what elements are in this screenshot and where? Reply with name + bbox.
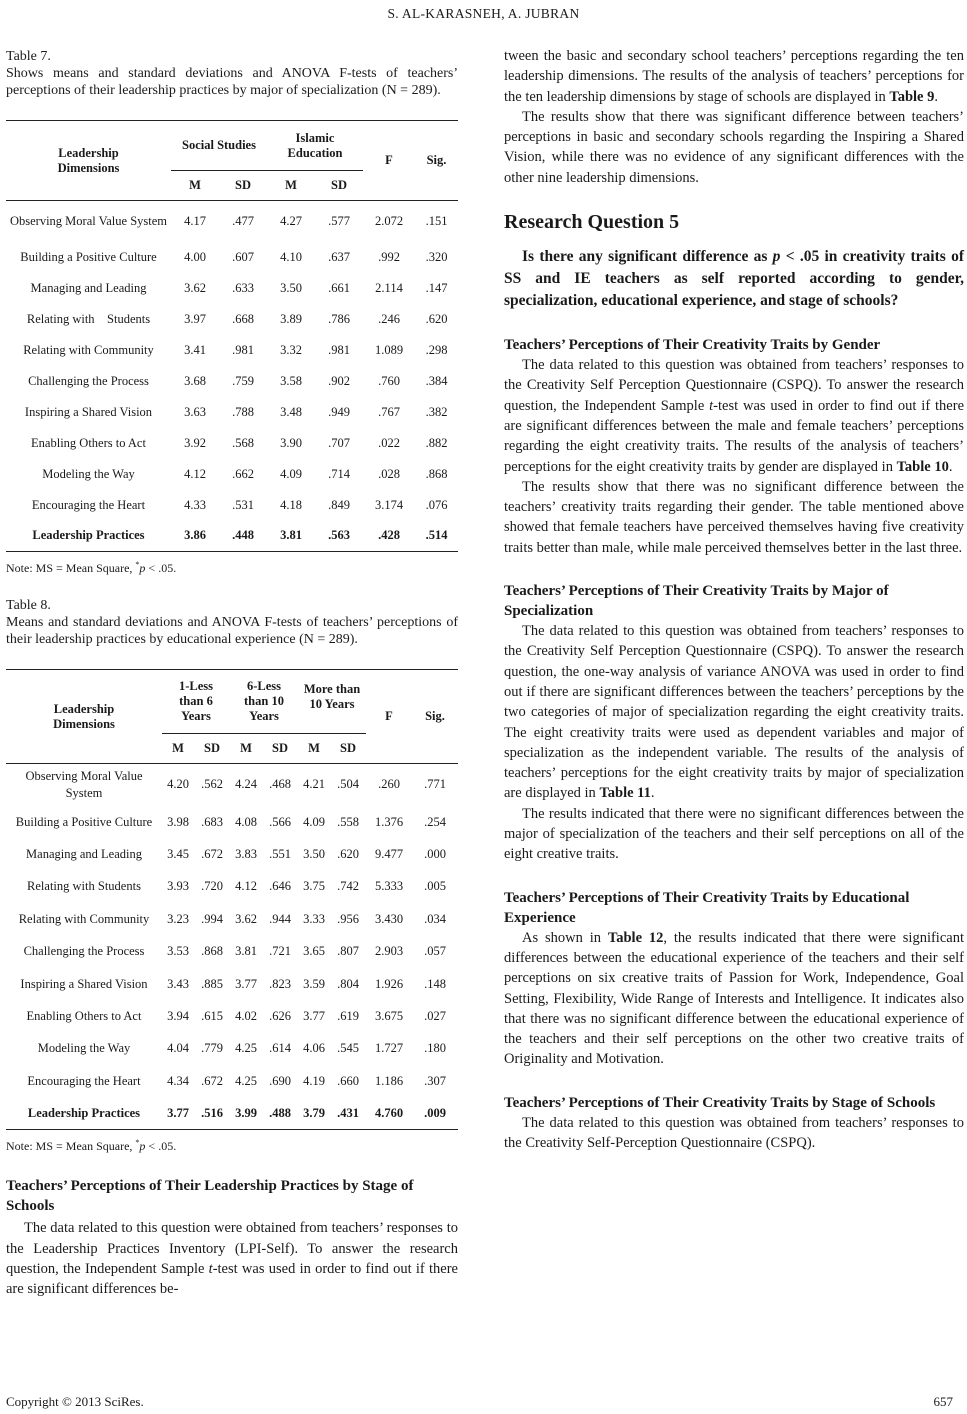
table-ref: Table 9 [889, 88, 935, 105]
value-cell: .307 [424, 1073, 446, 1088]
table8-head-sd: SD [262, 734, 298, 764]
value-cell: .468 [269, 777, 291, 792]
table8-head-group1: 1-Less than 6 Years [178, 679, 214, 723]
value-cell: 1.376 [374, 814, 404, 829]
value-cell: .254 [424, 814, 446, 829]
value-cell: .633 [232, 280, 254, 295]
value-cell: .545 [337, 1041, 359, 1056]
value-cell: .568 [232, 435, 254, 450]
value-cell: .662 [232, 466, 254, 481]
value-cell: 3.79 [303, 1105, 325, 1120]
value-cell: 4.10 [280, 249, 302, 264]
table8-head-m: M [162, 734, 194, 764]
table8-head-dimensions: Leadership Dimensions [6, 670, 162, 764]
value-cell: .614 [269, 1041, 291, 1056]
value-cell: .779 [201, 1041, 223, 1056]
value-cell: 4.25 [235, 1073, 257, 1088]
value-cell: 3.58 [280, 373, 302, 388]
value-cell: .759 [232, 373, 254, 388]
dimension-cell: Encouraging the Heart [27, 1073, 141, 1088]
paragraph [504, 621, 964, 804]
value-cell: .742 [337, 879, 359, 894]
value-cell: 3.68 [184, 373, 206, 388]
value-cell: .788 [232, 404, 254, 419]
table-row [6, 304, 458, 335]
text: -test was used in order to find out if there are significant differences be- [6, 1260, 458, 1298]
value-cell: 3.93 [167, 879, 189, 894]
footer-copyright: Copyright © 2013 SciRes. [6, 1394, 144, 1409]
running-header: S. AL-KARASNEH, A. JUBRAN [387, 6, 580, 21]
research-question-heading: Research Question 5 [504, 211, 680, 234]
dimension-cell: Relating with Students [27, 879, 141, 894]
table-row [6, 397, 458, 428]
note-text: Note: MS = Mean Square, [6, 1139, 136, 1154]
note-p: p [139, 1139, 146, 1154]
value-cell: 3.83 [235, 846, 257, 861]
text: Is there any significant difference as [522, 248, 773, 266]
dimension-cell: Building a Positive Culture [20, 249, 157, 264]
dimension-cell: Enabling Others to Act [31, 435, 146, 450]
value-cell: .246 [378, 311, 400, 326]
paragraph [504, 46, 964, 107]
value-cell: 4.18 [280, 497, 302, 512]
section-heading-gender: Teachers’ Perceptions of Their Creativity Traits by Gender [504, 337, 881, 354]
paragraph: The data related to this question was obtained from teachers’ responses to the Creativity Self-Perception Questionnaire (CSPQ). [504, 1114, 964, 1151]
value-cell: .151 [425, 213, 448, 228]
text: The data related to this question was obtained from teachers’ responses to the Creativity Self Perception Questionnaire (CSPQ). To answer the research question, the Independent Sample [504, 357, 964, 414]
value-cell: .949 [328, 404, 350, 419]
dimension-cell: Observing Moral Value System [9, 213, 168, 228]
note-star: * [135, 1138, 140, 1148]
table-row [6, 935, 458, 967]
table-row [6, 871, 458, 903]
text: . [948, 458, 953, 475]
table-total-row [6, 521, 458, 552]
text: As shown in [522, 929, 608, 946]
value-cell: .902 [328, 373, 350, 388]
value-cell: 3.62 [235, 911, 257, 926]
value-cell: .619 [337, 1008, 359, 1023]
dimension-cell: Modeling the Way [42, 466, 135, 481]
text: < .05 in creativity traits of SS and IE teachers as self reported according to gender, specialization, educational experience, and stage of schools? [504, 248, 964, 310]
value-cell: .885 [201, 976, 223, 991]
value-cell: 3.41 [184, 342, 206, 357]
value-cell: 1.186 [374, 1073, 404, 1088]
value-cell: 4.12 [235, 879, 257, 894]
table-total-row [6, 1097, 458, 1129]
value-cell: .566 [269, 814, 291, 829]
value-cell: .488 [269, 1105, 291, 1120]
dimension-cell: Inspiring a Shared Vision [24, 404, 153, 419]
value-cell: .298 [425, 342, 448, 357]
value-cell: .620 [337, 846, 359, 861]
value-cell: 3.50 [303, 846, 325, 861]
table-row [6, 806, 458, 838]
text-italic: t [709, 397, 714, 414]
value-cell: 3.86 [184, 528, 206, 543]
value-cell: .720 [201, 879, 223, 894]
value-cell: .607 [232, 249, 254, 264]
value-cell: 3.62 [184, 280, 206, 295]
value-cell: .660 [337, 1073, 359, 1088]
value-cell: .981 [232, 342, 254, 357]
value-cell: 4.12 [184, 466, 206, 481]
value-cell: 3.77 [167, 1105, 189, 1120]
value-cell: .760 [378, 373, 400, 388]
value-cell: .477 [232, 213, 254, 228]
value-cell: .707 [328, 435, 350, 450]
value-cell: .514 [425, 528, 448, 543]
value-cell: .384 [425, 373, 448, 388]
note-p: p [139, 561, 146, 575]
right-column [504, 46, 964, 1153]
value-cell: .076 [425, 497, 448, 512]
section-heading-stage-creativity: Teachers’ Perceptions of Their Creativity Traits by Stage of Schools [504, 1094, 936, 1111]
note-text: < .05. [145, 561, 177, 575]
value-cell: 3.92 [184, 435, 206, 450]
value-cell: 4.09 [280, 466, 302, 481]
section-heading-experience: Teachers’ Perceptions of Their Creativity Traits by Educational Experience [504, 889, 910, 926]
value-cell: .672 [201, 1073, 223, 1088]
value-cell: .992 [378, 249, 400, 264]
value-cell: .516 [201, 1105, 223, 1120]
text: The data related to this question were obtained from teachers’ responses to the Leadership Practices Inventory (LPI-Self). To answer the research question, the Independent Sample [6, 1220, 458, 1277]
value-cell: 3.23 [167, 911, 189, 926]
value-cell: .558 [337, 814, 359, 829]
table7-note [6, 560, 458, 576]
table-row [6, 1000, 458, 1032]
table-row [6, 838, 458, 870]
value-cell: 4.21 [303, 777, 325, 792]
text: . [934, 88, 938, 105]
value-cell: .431 [337, 1105, 359, 1120]
value-cell: 4.19 [303, 1073, 325, 1088]
table-row [6, 903, 458, 935]
table8-head-sd: SD [330, 734, 366, 764]
value-cell: 3.48 [280, 404, 302, 419]
table7-head-sd: SD [219, 171, 267, 201]
value-cell: 2.903 [374, 944, 404, 959]
table8-head-group2: 6-Less than 10 Years [244, 679, 284, 723]
value-cell: .000 [424, 846, 446, 861]
value-cell: .057 [424, 944, 446, 959]
value-cell: .786 [328, 311, 350, 326]
table8-note [6, 1138, 458, 1154]
text-italic: t [208, 1260, 213, 1277]
note-text: < .05. [145, 1139, 177, 1154]
value-cell: .767 [378, 404, 400, 419]
table7-caption [6, 48, 458, 99]
table-ref: Table 11 [599, 785, 651, 802]
table-row [6, 1065, 458, 1097]
note-text: Note: MS = Mean Square, [6, 561, 136, 575]
dimension-cell: Relating with Community [23, 342, 154, 357]
table-ref: Table 10 [896, 458, 949, 475]
value-cell: .771 [424, 777, 446, 792]
table7-head-group2: Islamic Education [287, 130, 343, 160]
section-heading-major: Teachers’ Perceptions of Their Creativity Traits by Major of Specialization [504, 583, 889, 620]
table7-head-group1: Social Studies [182, 138, 256, 152]
value-cell: 3.94 [167, 1008, 189, 1023]
dimension-cell: Observing Moral Value System [25, 768, 146, 800]
text: , the results indicated that there were significant differences between the educational experience of the teachers and their self perceptions on six creative traits of Passion for Work, Independence, Goal Setting, Flexibility, Wide Range of Interests and Intelligence. It indicates also that there was no significant difference between the educational experience of the teachers and their self perceptions on the other two creative traits of Originality and Motivation. [504, 929, 964, 1068]
value-cell: .668 [232, 311, 254, 326]
value-cell: .027 [424, 1008, 446, 1023]
value-cell: .382 [425, 404, 448, 419]
value-cell: .672 [201, 846, 223, 861]
value-cell: .320 [425, 249, 448, 264]
value-cell: 4.27 [280, 213, 302, 228]
value-cell: 1.926 [374, 976, 404, 991]
value-cell: 3.430 [374, 911, 404, 926]
value-cell: 4.00 [184, 249, 206, 264]
value-cell: .448 [232, 528, 254, 543]
value-cell: .428 [378, 528, 400, 543]
value-cell: 4.04 [167, 1041, 189, 1056]
value-cell: 4.06 [303, 1041, 325, 1056]
research-question-text [504, 246, 964, 312]
table7 [6, 120, 458, 552]
left-column [6, 48, 458, 1299]
value-cell: 3.81 [280, 528, 302, 543]
value-cell: .661 [328, 280, 350, 295]
value-cell: 3.75 [303, 879, 325, 894]
paragraph: The results indicated that there were no significant differences between the major of specialization of the teachers and their self perceptions on all of the eight creative traits. [504, 805, 964, 863]
table-row [6, 1033, 458, 1065]
value-cell: .804 [337, 976, 359, 991]
value-cell: .849 [328, 497, 350, 512]
table7-head-f: F [363, 121, 415, 201]
dimension-cell: Challenging the Process [23, 944, 145, 959]
value-cell: 4.33 [184, 497, 206, 512]
value-cell: .620 [425, 311, 448, 326]
table8-head-sig: Sig. [412, 670, 458, 764]
paragraph: The results show that there was significant difference between teachers’ perceptions in basic and secondary schools regarding the Inspiring a Shared Vision, while there was no evidence of any significant differences with the other nine leadership dimensions. [504, 108, 964, 186]
value-cell: .690 [269, 1073, 291, 1088]
value-cell: .005 [424, 879, 446, 894]
value-cell: 1.727 [374, 1041, 404, 1056]
dimension-cell: Encouraging the Heart [31, 497, 146, 512]
table-row [6, 242, 458, 273]
value-cell: 3.89 [280, 311, 302, 326]
text: -test was used in order to find out if there are significant differences between the male and female teachers’ perceptions regarding the eight creativity traits. The results of the analysis of teachers’ perceptions for the eight creativity traits by gender are displayed in [504, 397, 965, 475]
value-cell: 4.760 [374, 1105, 404, 1120]
value-cell: .956 [337, 911, 359, 926]
value-cell: .721 [269, 944, 291, 959]
value-cell: 3.90 [280, 435, 302, 450]
value-cell: .823 [269, 976, 291, 991]
value-cell: 4.08 [235, 814, 257, 829]
table-row [6, 764, 458, 806]
text: . [650, 785, 655, 802]
value-cell: 3.675 [374, 1008, 404, 1023]
dimension-cell: Modeling the Way [37, 1041, 131, 1056]
dimension-cell: Relating with Students [26, 311, 151, 326]
text: The data related to this question was obtained from teachers’ responses to the Creativity Self Perception Questionnaire (CSPQ). To answer the research question, the one-way analysis of variance ANOVA was used in order to find out if there are significant differences between the teachers’ perceptions by the two categories of major of specialization regarding the eight creativity traits. The eight creativity traits were used as dependent variables and major of specialization as the independent variable. The results of the analysis of teachers’ perceptions for the eight creativity traits by major of specialization are displayed in [504, 623, 964, 802]
paragraph: The results show that there was no significant difference between the teachers’ creativity traits regarding their gender. The table mentioned above showed that female teachers have perceived themselves having five creativity traits better than male, while male perceived themselves better in the last three. [504, 478, 964, 556]
value-cell: 4.24 [235, 777, 257, 792]
table-row [6, 335, 458, 366]
value-cell: 4.17 [184, 213, 206, 228]
value-cell: 2.114 [375, 280, 403, 295]
value-cell: .994 [201, 911, 223, 926]
dimension-cell: Leadership Practices [32, 528, 145, 543]
table8-head-f: F [366, 670, 412, 764]
table8-label: Table 8. [6, 598, 51, 613]
paragraph [504, 355, 964, 477]
value-cell: 3.50 [280, 280, 302, 295]
value-cell: .028 [378, 466, 400, 481]
value-cell: .504 [337, 777, 359, 792]
value-cell: 2.072 [374, 213, 404, 228]
note-star: * [135, 560, 140, 569]
value-cell: .646 [269, 879, 291, 894]
value-cell: 3.53 [167, 944, 189, 959]
table-row [6, 459, 458, 490]
text: tween the basic and secondary school teachers’ perceptions regarding the ten leadership dimensions. The results of the analysis of teachers’ perceptions for the ten leadership dimensions by stage of schools are displayed in [504, 48, 964, 105]
dimension-cell: Managing and Leading [26, 846, 142, 861]
value-cell: .807 [337, 944, 359, 959]
dimension-cell: Managing and Leading [30, 280, 147, 295]
value-cell: 3.98 [167, 814, 189, 829]
text-italic: p [772, 248, 781, 266]
table8 [6, 669, 458, 1130]
value-cell: .009 [424, 1105, 446, 1120]
value-cell: 3.32 [280, 342, 302, 357]
value-cell: .147 [425, 280, 448, 295]
table-row [6, 490, 458, 521]
table-row [6, 968, 458, 1000]
value-cell: 4.25 [235, 1041, 257, 1056]
table8-caption [6, 597, 458, 648]
table8-head-sd: SD [194, 734, 230, 764]
value-cell: .882 [425, 435, 448, 450]
value-cell: .034 [424, 911, 446, 926]
paragraph [504, 928, 964, 1070]
value-cell: .615 [201, 1008, 223, 1023]
value-cell: .944 [269, 911, 291, 926]
value-cell: .022 [378, 435, 400, 450]
value-cell: 3.97 [184, 311, 206, 326]
value-cell: 3.77 [235, 976, 257, 991]
value-cell: 4.09 [303, 814, 325, 829]
footer-page-number: 657 [933, 1394, 953, 1409]
dimension-cell: Challenging the Process [28, 373, 149, 388]
table7-head-m: M [171, 171, 219, 201]
table-row [6, 428, 458, 459]
table7-caption-text: Shows means and standard deviations and ANOVA F-tests of teachers’ perceptions of their leadership practices by major of specialization (N = 289). [6, 66, 458, 98]
table8-body [6, 764, 458, 1130]
table-row [6, 201, 458, 242]
dimension-cell: Building a Positive Culture [15, 814, 153, 829]
table-ref: Table 12 [607, 929, 664, 946]
value-cell: .868 [425, 466, 448, 481]
table7-body [6, 201, 458, 552]
value-cell: .551 [269, 846, 291, 861]
dimension-cell: Inspiring a Shared Vision [20, 976, 148, 991]
dimension-cell: Enabling Others to Act [26, 1008, 142, 1023]
table8-head-m: M [230, 734, 262, 764]
value-cell: 3.63 [184, 404, 206, 419]
value-cell: .868 [201, 944, 223, 959]
table-row [6, 273, 458, 304]
value-cell: 3.43 [167, 976, 189, 991]
value-cell: .563 [328, 528, 350, 543]
value-cell: .577 [328, 213, 350, 228]
value-cell: .148 [424, 976, 446, 991]
value-cell: .531 [232, 497, 254, 512]
value-cell: 1.089 [374, 342, 404, 357]
table7-head-sd: SD [315, 171, 363, 201]
table7-head-sig: Sig. [415, 121, 458, 201]
dimension-cell: Relating with Community [18, 911, 150, 926]
table8-head-group3: More than 10 Years [303, 682, 361, 711]
dimension-cell: Leadership Practices [27, 1105, 141, 1120]
section-heading-stage-leadership: Teachers’ Perceptions of Their Leadership Practices by Stage of Schools [6, 1178, 414, 1215]
value-cell: 4.20 [167, 777, 189, 792]
value-cell: 4.34 [167, 1073, 189, 1088]
value-cell: 9.477 [374, 846, 404, 861]
value-cell: .562 [201, 777, 223, 792]
value-cell: 3.33 [303, 911, 325, 926]
value-cell: .637 [328, 249, 350, 264]
table8-caption-text: Means and standard deviations and ANOVA F-tests of teachers’ perceptions of their leadership practices by educational experience (N = 289). [6, 615, 458, 647]
table8-head-m: M [298, 734, 330, 764]
paragraph [6, 1218, 458, 1299]
value-cell: 3.174 [374, 497, 404, 512]
value-cell: .683 [201, 814, 223, 829]
value-cell: 3.81 [235, 944, 257, 959]
value-cell: 3.65 [303, 944, 325, 959]
value-cell: .180 [424, 1041, 446, 1056]
table7-head-dimensions: Leadership Dimensions [6, 121, 171, 201]
value-cell: 5.333 [374, 879, 404, 894]
value-cell: 3.59 [303, 976, 325, 991]
value-cell: .714 [328, 466, 350, 481]
value-cell: 3.45 [167, 846, 189, 861]
value-cell: .626 [269, 1008, 291, 1023]
table7-head-m: M [267, 171, 315, 201]
value-cell: .260 [378, 777, 400, 792]
value-cell: .981 [328, 342, 350, 357]
table7-label: Table 7. [6, 49, 51, 64]
value-cell: 3.99 [235, 1105, 257, 1120]
table-row [6, 366, 458, 397]
value-cell: 4.02 [235, 1008, 257, 1023]
value-cell: 3.77 [303, 1008, 325, 1023]
